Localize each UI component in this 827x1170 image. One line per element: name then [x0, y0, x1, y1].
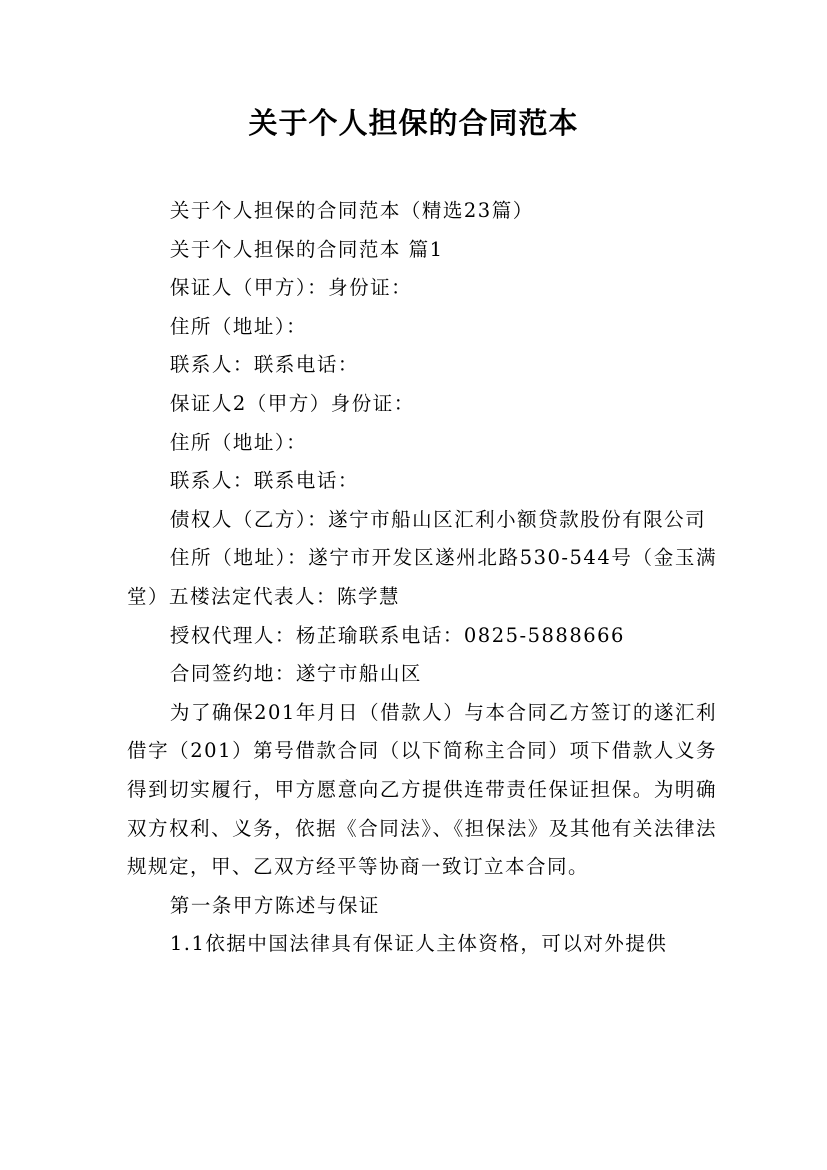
- paragraph-guarantor-1-contact: 联系人：联系电话：: [169, 353, 359, 377]
- paragraph-signing-place: 合同签约地：遂宁市船山区: [169, 662, 422, 686]
- paragraph-authorized-agent: 授权代理人：杨芷瑜联系电话：0825-5888666: [169, 623, 625, 647]
- paragraph-guarantor-1: 保证人（甲方）：身份证：: [169, 276, 413, 300]
- document-title: 关于个人担保的合同范本: [248, 106, 579, 140]
- paragraph-guarantor-2: 保证人2（甲方）身份证：: [169, 391, 415, 415]
- paragraph-creditor-address: 住所（地址）：遂宁市开发区遂州北路530-544号（金玉满堂）五楼法定代表人：陈学慧: [127, 546, 717, 608]
- paragraph-clause-1-1: 1.1依据中国法律具有保证人主体资格，可以对外提供: [169, 932, 668, 956]
- paragraph-guarantor-2-contact: 联系人：联系电话：: [169, 469, 359, 493]
- paragraph-article-heading: 关于个人担保的合同范本 篇1: [169, 237, 444, 261]
- paragraph-preamble: 为了确保201年月日（借款人）与本合同乙方签订的遂汇利借字（201）第号借款合同（以下简称主合同）项下借款人义务得到切实履行，甲方愿意向乙方提供连带责任保证担保。为明确双方权利、义务，依据《合同法》、《担保法》及其他有关法律法规规定，甲、乙双方经平等协商一致订立本合同。: [127, 700, 717, 879]
- paragraph-article-1-heading: 第一条甲方陈述与保证: [169, 893, 380, 917]
- document-body: [127, 192, 717, 964]
- paragraph-creditor: 债权人（乙方）：遂宁市船山区汇利小额贷款股份有限公司: [169, 507, 707, 531]
- paragraph-collection-heading: 关于个人担保的合同范本（精选23篇）: [169, 199, 534, 222]
- paragraph-guarantor-2-address: 住所（地址）：: [169, 430, 308, 454]
- paragraph-guarantor-1-address: 住所（地址）：: [169, 314, 308, 338]
